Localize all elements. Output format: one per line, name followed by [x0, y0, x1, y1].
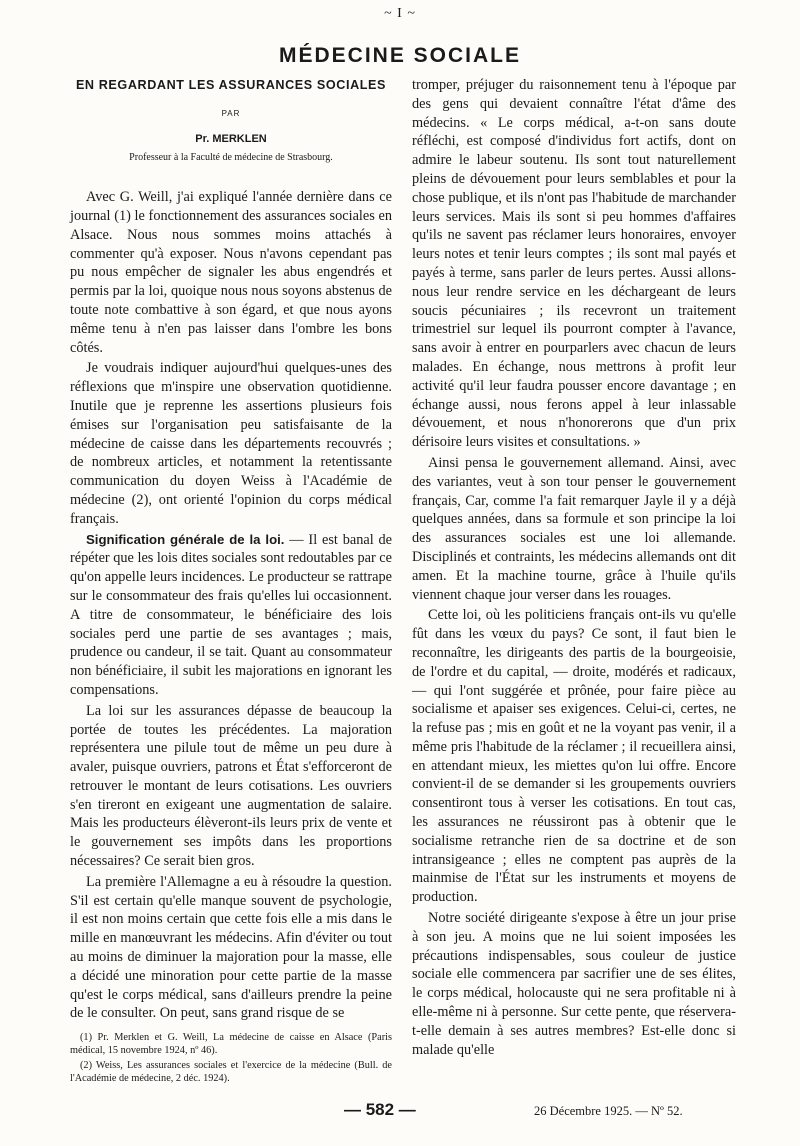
- paragraph-lead: Signification générale de la loi.: [86, 531, 285, 547]
- footnote: (2) Weiss, Les assurances sociales et l'exercice de la médecine (Bull. de l'Académie de médecine, 2 déc. 1924).: [70, 1060, 392, 1084]
- paragraph: [70, 359, 392, 528]
- paragraph: [70, 873, 392, 1023]
- footnotes: [70, 1032, 392, 1088]
- running-head: ~ I ~: [384, 6, 416, 21]
- issue-date: 26 Décembre 1925. — Nº 52.: [534, 1104, 683, 1118]
- paragraph: [70, 702, 392, 871]
- paragraph-text: tromper, préjuger du raisonnement tenu à l'époque par des gens qui devaient connaître l'état d'âme des médecins. « Le corps médical, a-t-on sans doute réfléchi, est composé d'individus fort actifs, dont on admire le labeur soutenu. Ils sont tout naturellement pleins de dévouement pour leurs semblables et pour la chose publique, et ils n'ont pas l'habitude de marchander leurs services. Mais ils sont si peu hommes d'affaires qu'ils ne savent pas réclamer leurs honoraires, envoyer leurs notes et tenir leurs comptes ; ils sont mal payés et payés à terme, sans parler de leurs pertes. Aussi allons-nous leur rendre service en les déchargeant de leurs soucis pécuniaires ; ils recevront un traitement trimestriel sur lequel ils pourront compter à l'avance, sans avoir à entrer en pourparlers avec chacun de leurs malades. En échange, nous mettrons à profit leur activité qu'il leur faudra pousser encore davantage ; en échange aussi, nous ferons appel à leur inlassable dévouement, et nous n'honorerons que d'un prix dérisoire leurs visites et consultations. »: [412, 77, 736, 451]
- paragraph-text: Notre société dirigeante s'expose à être un jour prise à son jeu. A moins que ne lui soient imposées les précautions indispensables, sous couleur de justice sociale elle commencera par sacrifier une de ses élites, le corps médical, holocauste qui ne sera profitable ni à elle-même ni à personne. Sur cette pente, que réservera-t-elle demain à ses autres membres? Est-elle donc si malade qu'elle: [412, 910, 736, 1058]
- page-number: — 582 —: [344, 1100, 416, 1119]
- paragraph: [412, 454, 736, 604]
- author-name: Pr. MERKLEN: [195, 132, 267, 145]
- paragraph: [412, 909, 736, 1059]
- paragraph-text: Je voudrais indiquer aujourd'hui quelques-unes des réflexions que m'inspire une observation quotidienne. Inutile que je reprenne les assertions plusieurs fois émises sur l'organisation peu satisfaisante de la médecine de caisse dans les départements recouvrés ; de nombreux articles, et notamment la retentissante communication du doyen Weiss à l'Académie de médecine (2), ont orienté l'opinion du corps médical français.: [70, 360, 392, 527]
- paragraph-text: Cette loi, où les politiciens français ont-ils vu qu'elle fût dans les vœux du pays? Ce sont, il faut bien le reconnaître, les dirigeants des partis de la bourgeoisie, de l'ordre et du capital, — droite, modérés et radicaux, — qui l'ont suggérée et prônée, pour faire pièce au socialisme et apaiser ses exigences. Celui-ci, certes, ne la refuse pas ; mis en goût et ne la voyant pas venir, il a même pris l'habitude de la réclamer ; il recueillera ainsi, en attendant mieux, les miettes qu'on lui offre. Encore convient-il de se demander si les groupements ouvriers consentiront tous à verser les cotisations. En tout cas, les assurances ne réussiront pas à obtenir que le socialisme retranche rien de sa doctrine et de son intransigeance ; elles ne comptent pas auprès de la mainmise de l'État sur les instruments et moyens de production.: [412, 607, 736, 906]
- paragraph: [412, 606, 736, 907]
- paragraph-text: — Il est banal de répéter que les lois dites sociales sont redoutables par ce qu'on appelle leurs incidences. Le producteur se rattrape sur le consommateur des frais qu'elles lui occasionnent. A titre de consommateur, le bénéficiaire des lois sociales perd une partie de ses avantages ; mais, prudence ou candeur, il se tait. Quant au consommateur non bénéficiaire, il subit les majorations en ignorant les compensations.: [70, 531, 392, 698]
- author-affiliation: Professeur à la Faculté de médecine de Strasbourg.: [129, 152, 333, 164]
- paragraph: [70, 531, 392, 700]
- paragraph-text: Avec G. Weill, j'ai expliqué l'année dernière dans ce journal (1) le fonctionnement des assurances sociales en Alsace. Nous nous sommes moins attachés à commenter qu'à exposer. Nous n'avons cependant pas pu nous empêcher de signaler les abus engendrés et permis par la loi, quoique nous nous soyons abstenus de toute note combattive à son égard, et que nous ayons même tenu à n'en pas laisser dans l'ombre les bons côtés.: [70, 189, 392, 356]
- paragraph: [70, 188, 392, 357]
- left-column: [70, 76, 392, 1025]
- paragraph: [412, 76, 736, 452]
- footnote: (1) Pr. Merklen et G. Weill, La médecine de caisse en Alsace (Paris médical, 15 novembre 1924, nº 46).: [70, 1032, 392, 1056]
- right-column: [412, 76, 736, 1061]
- paragraph-text: Ainsi pensa le gouvernement allemand. Ainsi, avec des variantes, veut à son tour penser le gouvernement français, Car, comme l'a fait remarquer Jayle il y a déjà quelques années, dans sa formule et son principe la loi des assurances sociales est une loi allemande. Disciplinés et contraints, les médecins allemands ont dit amen. Et la machine tourne, grâce à l'huile qu'ils viennent chaque jour verser dans les rouages.: [412, 454, 736, 603]
- article-title: EN REGARDANT LES ASSURANCES SOCIALES: [75, 78, 387, 92]
- paragraph-text: La loi sur les assurances dépasse de beaucoup la portée de toutes les précédentes. La majoration représentera une pilule tout de même un peu dure à avaler, puisque ouvriers, patrons et État s'efforceront de retrouver le montant de leurs cotisations. Les ouvriers s'en tireront en exigeant une augmentation de salaire. Mais les producteurs élèveront-ils leurs prix de vente et le gouvernement ses impôts dans les proportions nécessaires? Ce serait bien gros.: [70, 702, 392, 870]
- section-title: MÉDECINE SOCIALE: [278, 44, 522, 67]
- byline-par: PAR: [221, 108, 241, 118]
- paragraph-text: La première l'Allemagne a eu à résoudre la question. S'il est certain qu'elle manque souvent de psychologie, il est non moins certain que cette fois elle a mis dans le mille en manœuvrant les médecins. Afin d'éviter ou tout au moins de diminuer la majoration pour la masse, elle a décidé une minoration pour cette partie de la masse qu'est le corps médical, sans d'ailleurs prendre la peine de le consulter. On peut, sans grand risque de se: [70, 873, 392, 1022]
